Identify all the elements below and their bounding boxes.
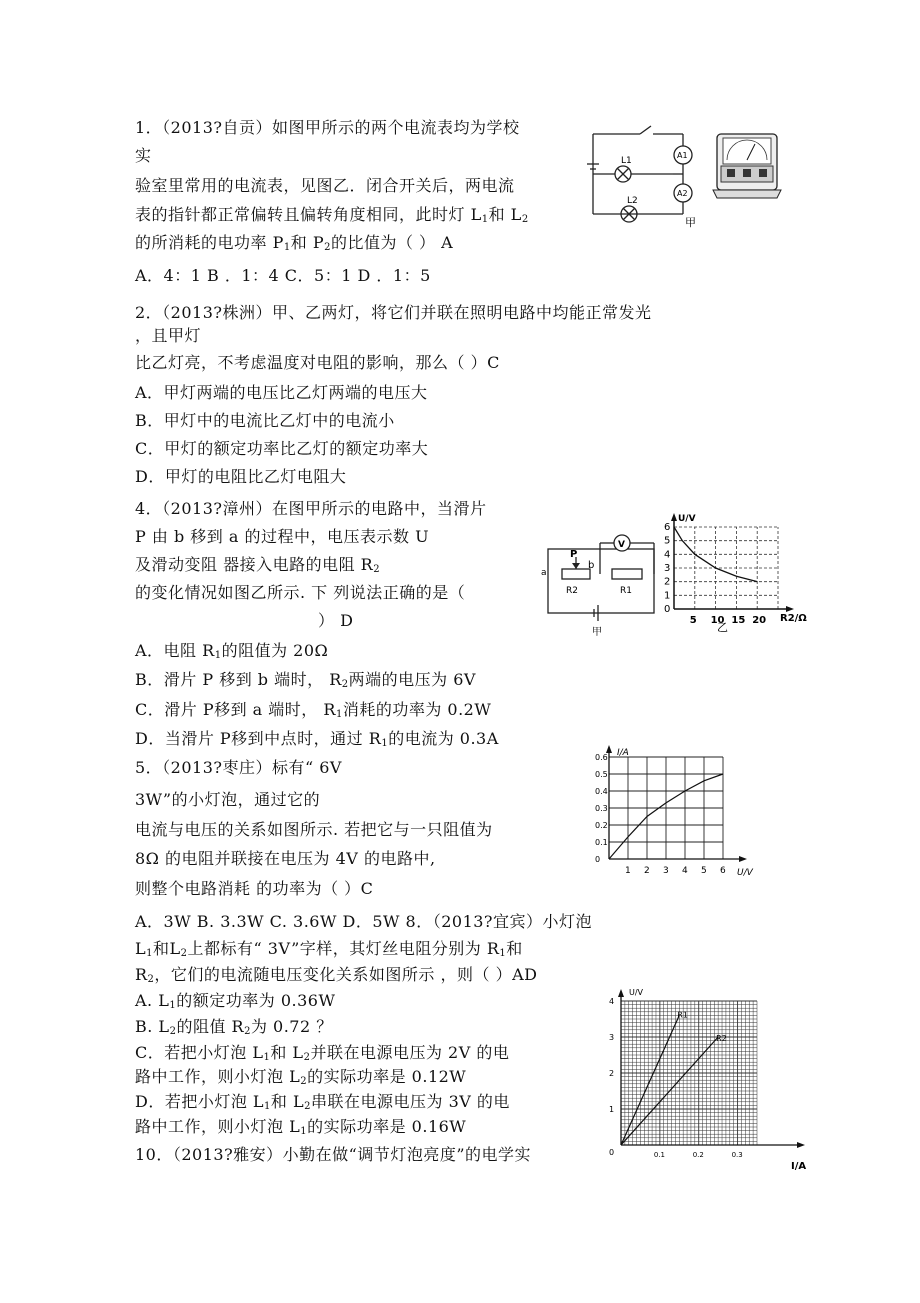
q2-line2: ，且甲灯 <box>135 326 202 345</box>
fig5-ytick: 0.3 <box>595 804 608 813</box>
q5-line2: 3W”的小灯泡，通过它的 <box>135 790 321 809</box>
figure-q4 <box>540 505 820 640</box>
fig5-xtick: 1 <box>625 866 631 876</box>
q4-line5: ） D <box>318 611 354 630</box>
q2-option-d: D．甲灯的电阻比乙灯电阻大 <box>135 467 347 486</box>
q1-options: A．4：1 B ．1：4 C．5：1 D ．1：5 <box>135 266 431 285</box>
fig8-label-r2: R2 <box>716 1034 727 1043</box>
q4-option-a: A．电阻 $R_1$的阻值为 20Ω <box>135 641 329 661</box>
fig8-xlabel: I/A <box>791 1161 807 1172</box>
fig4-ytick: 0 <box>664 604 671 615</box>
q4-line3: 及滑动变阻 器接入电路的电阻 $R_2$ <box>135 555 381 575</box>
fig5-x-arrow <box>739 856 747 862</box>
fig4-label-b: b <box>588 560 595 571</box>
fig5-xlabel: U/V <box>737 868 753 878</box>
fig8-origin: 0 <box>609 1148 615 1157</box>
fig4-ytick: 3 <box>664 563 671 574</box>
q8-option-c-line2: 路中工作，则小灯泡 $L_2$的实际功率是 0.12W <box>135 1067 467 1087</box>
q8-line2: $R_2$，它们的电流随电压变化关系如图所示 ，则（ ）AD <box>135 965 538 985</box>
fig8-y-arrow <box>618 989 624 997</box>
fig5-ytick: 0.5 <box>595 770 608 779</box>
fig8-ytick: 1 <box>609 1105 615 1114</box>
q1-line1: 1．（2013?自贡）如图甲所示的两个电流表均为学校 <box>135 118 520 137</box>
fig1-caption: 甲 <box>685 216 696 229</box>
fig1-label-a2: A2 <box>677 189 688 198</box>
fig8-ylabel: U/V <box>629 988 644 997</box>
q8-option-d-line1: D．若把小灯泡 $L_1$和 $L_2$串联在电源电压为 3V 的电 <box>135 1092 510 1112</box>
q5-line3: 电流与电压的关系如图所示. 若把它与一只阻值为 <box>135 820 493 839</box>
fig4-x-arrow <box>786 606 794 612</box>
fig8-xtick: 0.3 <box>731 1151 743 1159</box>
fig8-ytick: 2 <box>609 1069 615 1078</box>
q8-line1: $L_1$和$L_2$上都标有“ 3V”字样，其灯丝电阻分别为 $R_1$和 <box>135 939 523 959</box>
fig1-label-l2: L2 <box>627 196 638 206</box>
fig5-ytick: 0.1 <box>595 838 608 847</box>
q2-option-b: B．甲灯中的电流比乙灯中的电流小 <box>135 411 395 430</box>
fig4-xtick: 10 <box>710 615 725 626</box>
fig4-xlabel: R2/Ω <box>780 613 807 624</box>
q8-option-b: B. $L_2$的阻值 $R_2$为 0.72 ？ <box>135 1017 333 1037</box>
q8-option-d-line2: 路中工作，则小灯泡 $L_1$的实际功率是 0.16W <box>135 1117 467 1137</box>
figure-q1 <box>585 122 785 232</box>
fig4-xtick: 20 <box>752 615 767 626</box>
fig5-ytick: 0 <box>595 855 601 864</box>
fig8-ytick: 4 <box>609 997 615 1006</box>
fig4-ytick: 6 <box>664 522 671 533</box>
fig5-xtick: 2 <box>644 866 650 876</box>
fig4-ytick: 4 <box>664 549 671 561</box>
fig4-ytick: 2 <box>664 576 671 588</box>
fig5-xtick: 6 <box>720 866 726 876</box>
ammeter-device-icon <box>713 134 781 198</box>
fig4-label-r2: R2 <box>566 586 578 596</box>
q1-line4: 表的指针都正常偏转且偏转角度相同，此时灯 $L_1$和 $L_2$ <box>135 205 529 225</box>
fig8-xtick: 0.2 <box>692 1151 704 1159</box>
q5-options: A．3W B. 3.3W C. 3.6W D．5W 8．（2013?宜宾）小灯泡 <box>135 912 593 931</box>
q8-option-a: A. $L_1$的额定功率为 0.36W <box>135 991 336 1011</box>
q4-line4: 的变化情况如图乙所示. 下 列说法正确的是（ <box>135 583 466 602</box>
fig5-ylabel: I/A <box>617 748 629 758</box>
fig4-y-arrow <box>671 513 677 521</box>
fig8-xtick: 0.1 <box>653 1151 665 1159</box>
fig4-ytick: 5 <box>664 535 671 547</box>
q5-line4: 8Ω 的电阻并联接在电压为 4V 的电路中, <box>135 849 436 868</box>
fig4-label-r1: R1 <box>620 586 632 596</box>
fig4-label-p: P <box>570 549 578 560</box>
fig1-label-a1: A1 <box>677 151 688 160</box>
q2-option-a: A．甲灯两端的电压比乙灯两端的电压大 <box>135 383 428 402</box>
figure-q5 <box>595 745 765 885</box>
q5-line1: 5．（2013?枣庄）标有“ 6V <box>135 758 342 777</box>
q8-option-c-line1: C．若把小灯泡 $L_1$和 $L_2$并联在电源电压为 2V 的电 <box>135 1043 510 1063</box>
fig5-ytick: 0.4 <box>595 787 608 796</box>
q4-option-b: B．滑片 P 移到 b 端时， $R_2$两端的电压为 6V <box>135 670 476 690</box>
q5-line5: 则整个电路消耗 的功率为（ ）C <box>135 879 374 898</box>
fig8-ytick: 3 <box>609 1033 615 1042</box>
fig4-ylabel: U/V <box>678 514 696 524</box>
fig5-ytick: 0.6 <box>595 753 608 762</box>
fig5-y-arrow <box>606 745 612 753</box>
figure-q8 <box>605 985 820 1175</box>
q4-option-c: C．滑片 P移到 a 端时， $R_1$消耗的功率为 0.2W <box>135 700 492 720</box>
q2-line1: 2．（2013?株洲）甲、乙两灯，将它们并联在照明电路中均能正常发光 <box>135 303 652 322</box>
fig4-label-v: V <box>618 540 625 550</box>
fig4-ytick: 1 <box>664 590 671 602</box>
q1-line5: 的所消耗的电功率 $P_1$和 $P_2$的比值为（ ） A <box>135 233 454 253</box>
q2-line3: 比乙灯亮，不考虑温度对电阻的影响，那么（ ）C <box>135 353 500 372</box>
q2-option-c: C．甲灯的额定功率比乙灯的额定功率大 <box>135 439 429 458</box>
q4-line1: 4．（2013?漳州）在图甲所示的电路中，当滑片 <box>135 499 487 518</box>
q4-line2: P 由 b 移到 a 的过程中，电压表示数 U <box>135 527 430 546</box>
fig5-xtick: 3 <box>663 866 669 876</box>
fig1-label-l1: L1 <box>621 156 632 166</box>
fig4-caption-left: 甲 <box>592 627 602 638</box>
fig5-xtick: 5 <box>701 866 707 876</box>
fig8-x-arrow <box>797 1142 805 1148</box>
q1-line3: 验室里常用的电流表，见图乙．闭合开关后，两电流 <box>135 176 515 195</box>
q10-line1: 10．（2013?雅安）小勤在做“调节灯泡亮度”的电学实 <box>135 1145 532 1164</box>
fig4-xtick: 15 <box>731 615 746 626</box>
fig4-caption-right: 乙 <box>717 621 728 634</box>
fig8-label-r1: R1 <box>677 1010 688 1020</box>
q1-line2: 实 <box>135 146 152 165</box>
fig5-xtick: 4 <box>682 866 688 876</box>
fig4-label-a: a <box>541 568 547 578</box>
q4-option-d: D．当滑片 P移到中点时，通过 $R_1$的电流为 0.3A <box>135 729 499 749</box>
fig4-xtick: 5 <box>689 615 697 626</box>
fig5-ytick: 0.2 <box>595 821 608 830</box>
